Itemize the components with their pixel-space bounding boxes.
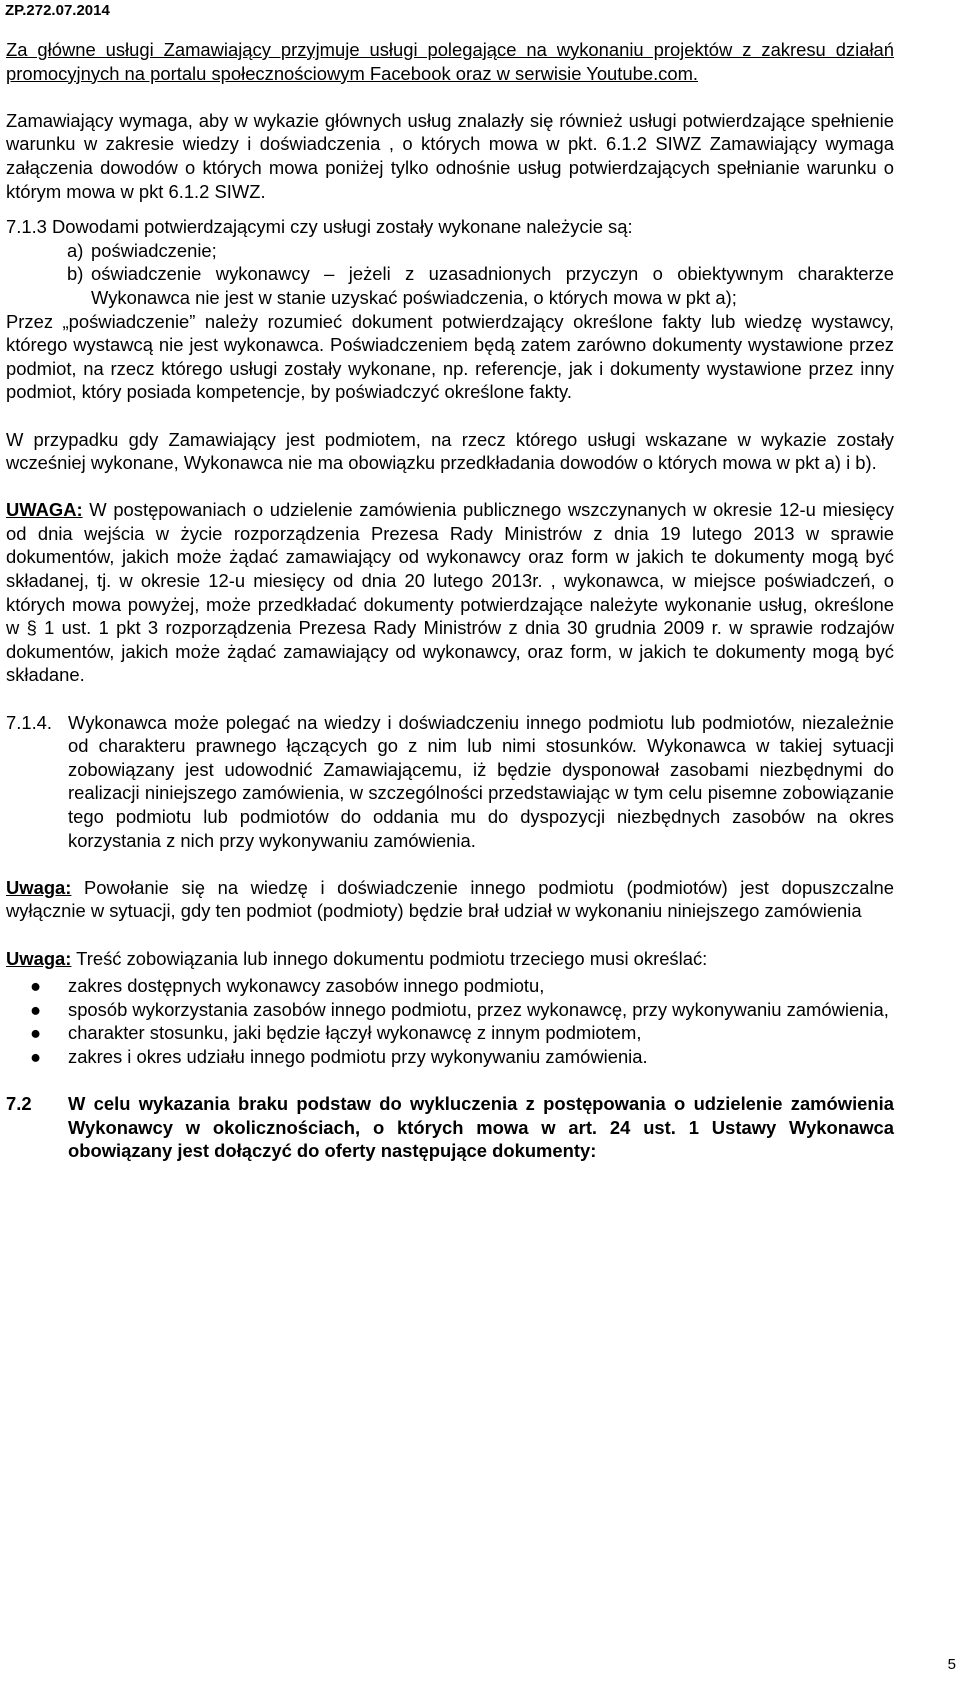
list-item [67,239,894,263]
uwaga-text: W postępowaniach o udzielenie zamówienia publicznego wszczynanych w okresie 12-u miesięcy od dnia wejścia w życie rozporządzenia Prezesa Rady Ministrów z dnia 19 lutego 2013 w sprawie dokumentów, jakich może żądać zamawiający od wykonawcy oraz form w jakich te dokumenty mogą być składanej, tj. w okresie 12-u miesięcy od dnia 20 lutego 2013r. , wykonawca, w miejsce poświadczeń, o których mowa powyżej, może przedkładać dokumenty potwierdzające należyte wykonanie usług, określone w § 1 ust. 1 pkt 3 rozporządzenia Prezesa Rady Ministrów z dnia 30 grudnia 2009 r. w sprawie rodzajów dokumentów, jakich może żądać zamawiający od wykonawcy, oraz form, w jakich te dokumenty mogą być składane. [6,499,894,686]
paragraph-main-services: Za główne usługi Zamawiający przyjmuje usługi polegające na wykonaniu projektów z zakresu działań promocyjnych na portalu społecznościowym Facebook oraz w serwisie Youtube.com. [6,39,894,84]
bullet-icon: ● [30,1022,42,1044]
paragraph-w-przypadku: W przypadku gdy Zamawiający jest podmiotem, na rzecz którego usługi wskazane w wykazie zostały wcześniej wykonane, Wykonawca nie ma obowiązku przedkładania dowodów o których mowa w pkt a) i b). [6,428,894,474]
bullet-text: charakter stosunku, jaki będzie łączył wykonawcę z innym podmiotem, [68,1022,642,1044]
evidence-list [67,239,894,310]
document-id: ZP.272.07.2014 [5,2,110,19]
section-7-1-4 [6,711,894,853]
bullet-icon: ● [30,1045,42,1067]
bullet-item [6,974,894,998]
section-number: 7.2 [6,1093,32,1115]
list-label: a) [67,239,84,261]
bullet-icon: ● [30,975,42,997]
section-number: 7.1.4. [6,711,53,733]
paragraph-requirements: Zamawiający wymaga, aby w wykazie głównych usług znalazły się również usługi potwierdzające spełnienie warunku w zakresie wiedzy i doświadczenia , o których mowa w pkt. 6.1.2 SIWZ Zamawiający wymaga załączenia dowodów o których mowa poniżej tylko odnośnie usług potwierdzających spełnianie warunku o którym mowa w pkt 6.1.2 SIWZ. [6,109,894,202]
section-text: Wykonawca może polegać na wiedzy i doświadczeniu innego podmiotu lub podmiotów, niezależnie od charakteru prawnego łączących go z nim lub nimi stosunków. Wykonawca w takiej sytuacji zobowiązany jest udowodnić Zamawiającemu, iż będzie dysponował zasobami niezbędnymi do realizacji niniejszego zamówienia, w szczególności przedstawiając w tym celu pisemne zobowiązanie tego podmiotu lub podmiotów do oddania mu do dyspozycji niezbędnych zasobów na okres korzystania z nich przy wykonywaniu zamówienia. [68,711,894,851]
uwaga-label: Uwaga: [6,947,72,969]
paragraph-uwaga-1 [6,498,894,687]
bullet-icon: ● [30,998,42,1020]
bullet-item [6,1021,894,1045]
uwaga-label: UWAGA: [6,499,83,521]
paragraph-uwaga-2 [6,876,894,923]
section-text: W celu wykazania braku podstaw do wykluczenia z postępowania o udzielenie zamówienia Wykonawcy w okolicznościach, o których mowa w art. 24 ust. 1 Ustawy Wykonawca obowiązany jest dołączyć do oferty następujące dokumenty: [68,1093,894,1162]
list-item [67,262,894,309]
list-label: b) [67,263,84,285]
document-body [6,38,894,1163]
page-number: 5 [947,1656,956,1673]
uwaga-text: Treść zobowiązania lub innego dokumentu podmiotu trzeciego musi określać: [71,947,708,969]
uwaga-label: Uwaga: [6,876,72,898]
section-7-1-3-intro: 7.1.3 Dowodami potwierdzającymi czy usługi zostały wykonane należycie są: [6,216,633,238]
list-text: oświadczenie wykonawcy – jeżeli z uzasadnionych przyczyn o obiektywnym charakterze Wykonawca nie jest w stanie uzyskać poświadczenia, o których mowa w pkt a); [91,263,894,308]
section-7-2 [6,1092,894,1163]
bullet-text: zakres dostępnych wykonawcy zasobów innego podmiotu, [68,975,545,997]
bullet-text: sposób wykorzystania zasobów innego podmiotu, przez wykonawcę, przy wykonywaniu zamówienia, [68,998,889,1020]
paragraph-poswiadczenie-definition: Przez „poświadczenie” należy rozumieć dokument potwierdzający określone fakty lub wiedzę wystawcy, którego wystawcą nie jest wykonawca. Poświadczeniem będą zatem zarówno dokumenty wystawione przez podmiot, na rzecz którego usługi zostały wykonane, np. referencje, jak i dokumenty wystawione przez inny podmiot, który posiada kompetencje, by poświadczyć określone fakty. [6,310,894,403]
paragraph-uwaga-3 [6,947,894,971]
bullet-list [6,974,894,1068]
bullet-text: zakres i okres udziału innego podmiotu przy wykonywaniu zamówienia. [68,1045,648,1067]
bullet-item [6,1045,894,1069]
bullet-item [6,998,894,1022]
list-text: poświadczenie; [91,239,217,261]
uwaga-text: Powołanie się na wiedzę i doświadczenie innego podmiotu (podmiotów) jest dopuszczalne wyłącznie w sytuacji, gdy ten podmiot (podmioty) będzie brał udział w wykonaniu niniejszego zamówienia [6,876,894,922]
